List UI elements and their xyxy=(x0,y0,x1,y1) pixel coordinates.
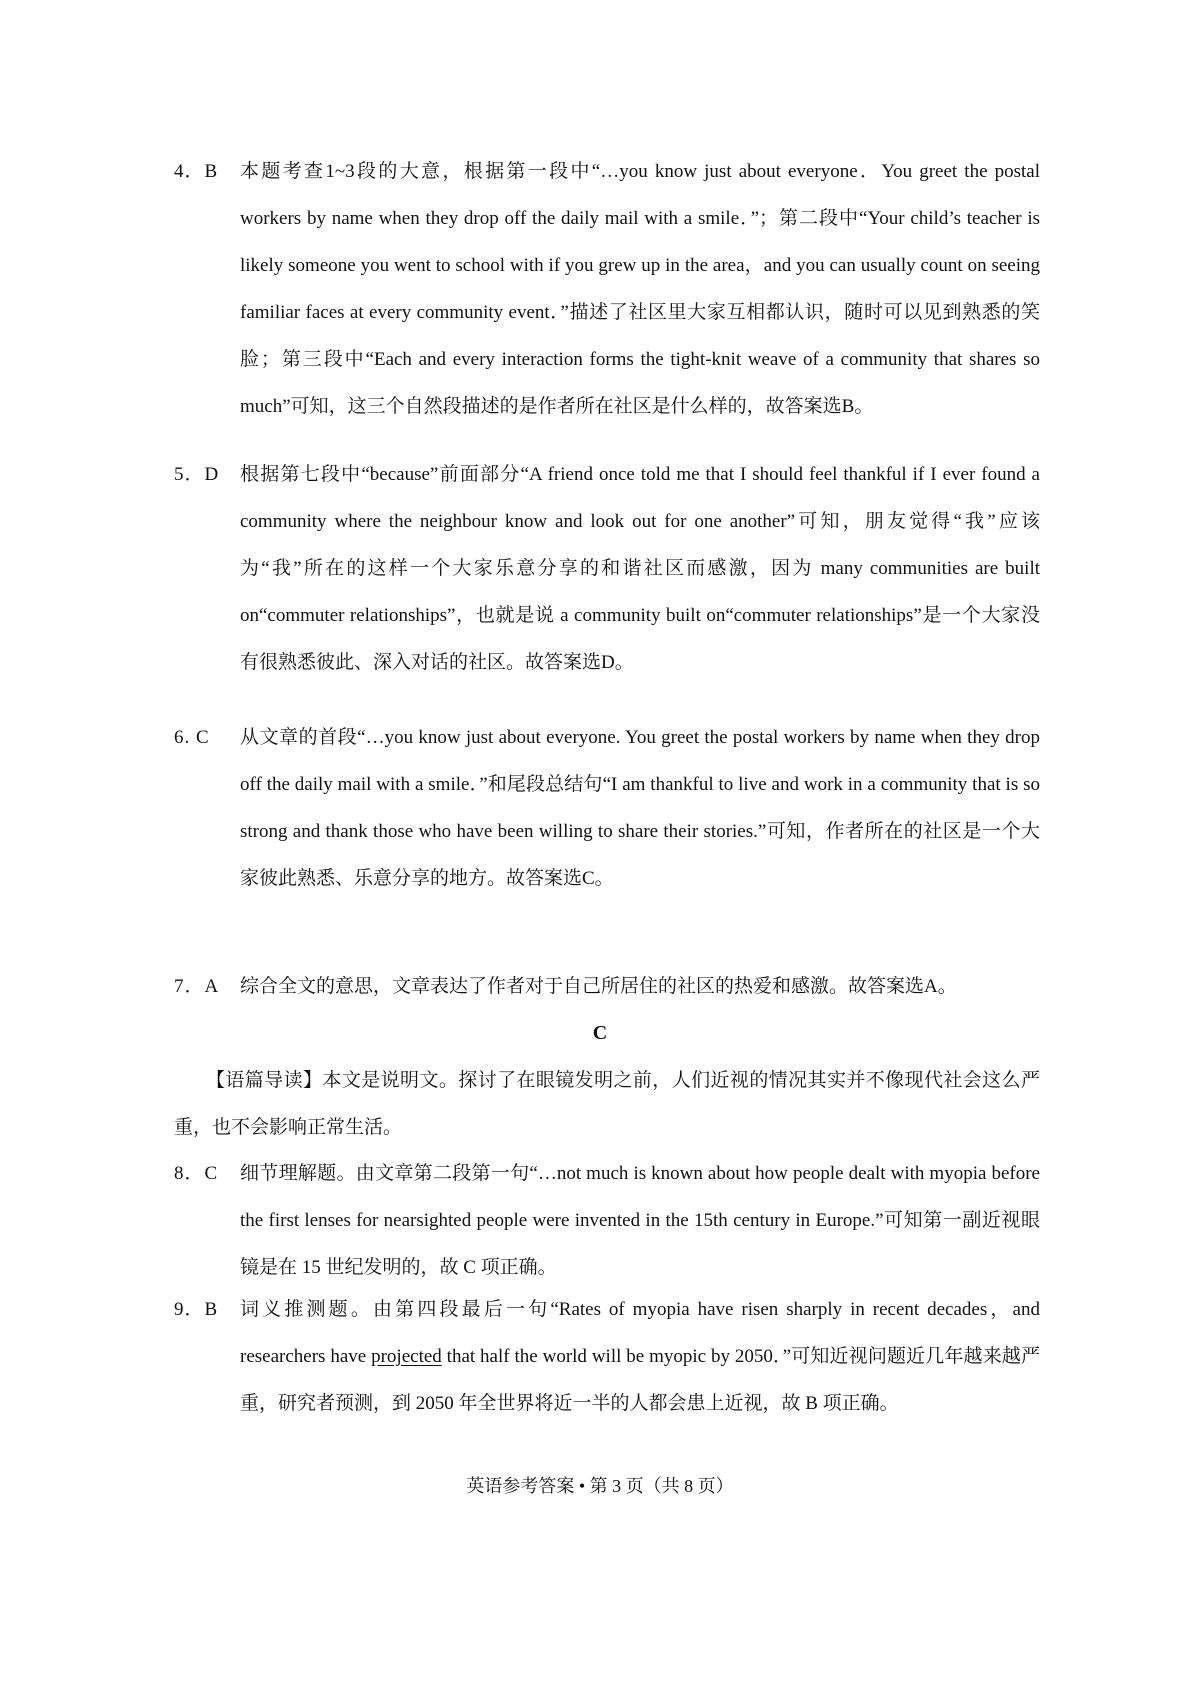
answer-6-explanation: 从文章的首段“…you know just about everyone. You greet the postal workers by name when they drop off the daily mail with a smile．”和尾段总结句“I am thankful to live and work in a community that is so strong and thank those who have been willing to share their stories.”可知，作者所在的社区是一个大家彼此熟悉、乐意分享的地方。故答案选C。 xyxy=(240,727,1040,889)
answer-6-number: 6. C xyxy=(174,727,210,748)
answer-9 xyxy=(174,1286,1040,1427)
passage-intro: 【语篇导读】本文是说明文。探讨了在眼镜发明之前，人们近视的情况其实并不像现代社会这么严重，也不会影响正常生活。 xyxy=(174,1070,1040,1138)
answer-4 xyxy=(174,148,1040,430)
answer-4-number: 4．B xyxy=(174,161,219,182)
answer-9-number: 9．B xyxy=(174,1299,219,1320)
answer-8 xyxy=(174,1150,1040,1291)
answer-9-explanation xyxy=(240,1286,1040,1427)
answer-7 xyxy=(174,963,1040,1010)
answer-7-explanation: 综合全文的意思，文章表达了作者对于自己所居住的社区的热爱和感激。故答案选A。 xyxy=(240,976,957,997)
section-heading: C xyxy=(592,1022,608,1044)
answer-8-number: 8．C xyxy=(174,1163,219,1184)
answer-8-explanation: 细节理解题。由文章第二段第一句“…not much is known about how people dealt with myopia before the first lenses for nearsighted people were invented in the 15th century in Europe.”可知第一副近视眼镜是在 15 世纪发明的，故 C 项正确。 xyxy=(240,1163,1040,1278)
answer-7-number: 7．A xyxy=(174,976,220,997)
answer-5-number: 5．D xyxy=(174,464,220,485)
answer-6 xyxy=(174,714,1040,902)
page-footer: 英语参考答案 • 第 3 页（共 8 页） xyxy=(466,1476,734,1496)
answer-9-text-before: 词义推测题。由第四段最后一句“Rates of myopia have risen sharply in recent decades，and researchers have xyxy=(240,1299,1040,1367)
answer-9-text-after: that half the world will be myopic by 2050．”可知近视问题近几年越来越严重，研究者预测，到 2050 年全世界将近一半的人都会患上近视，故 B 项正确。 xyxy=(240,1346,1040,1414)
answer-4-explanation: 本题考查1~3段的大意，根据第一段中“…you know just about everyone．You greet the postal workers by name when they drop off the daily mail with a smile．”；第二段中“Your child’s teacher is likely someone you went to school with if you grew up in the area，and you can usually count on seeing familiar faces at every community event．”描述了社区里大家互相都认识，随时可以见到熟悉的笑脸；第三段中“Each and every interaction forms the tight-knit weave of a community that shares so much”可知，这三个自然段描述的是作者所在社区是什么样的，故答案选B。 xyxy=(240,161,1040,417)
underlined-word: projected xyxy=(371,1346,442,1367)
answer-5-explanation: 根据第七段中“because”前面部分“A friend once told me that I should feel thankful if I ever found a community where the neighbour know and look out for one another”可知，朋友觉得“我”应该为“我”所在的这样一个大家乐意分享的和谐社区而感激，因为 many communities are built on“commuter relationships”，也就是说 a community built on“commuter relationships”是一个大家没有很熟悉彼此、深入对话的社区。故答案选D。 xyxy=(240,464,1040,673)
answer-5 xyxy=(174,451,1040,686)
